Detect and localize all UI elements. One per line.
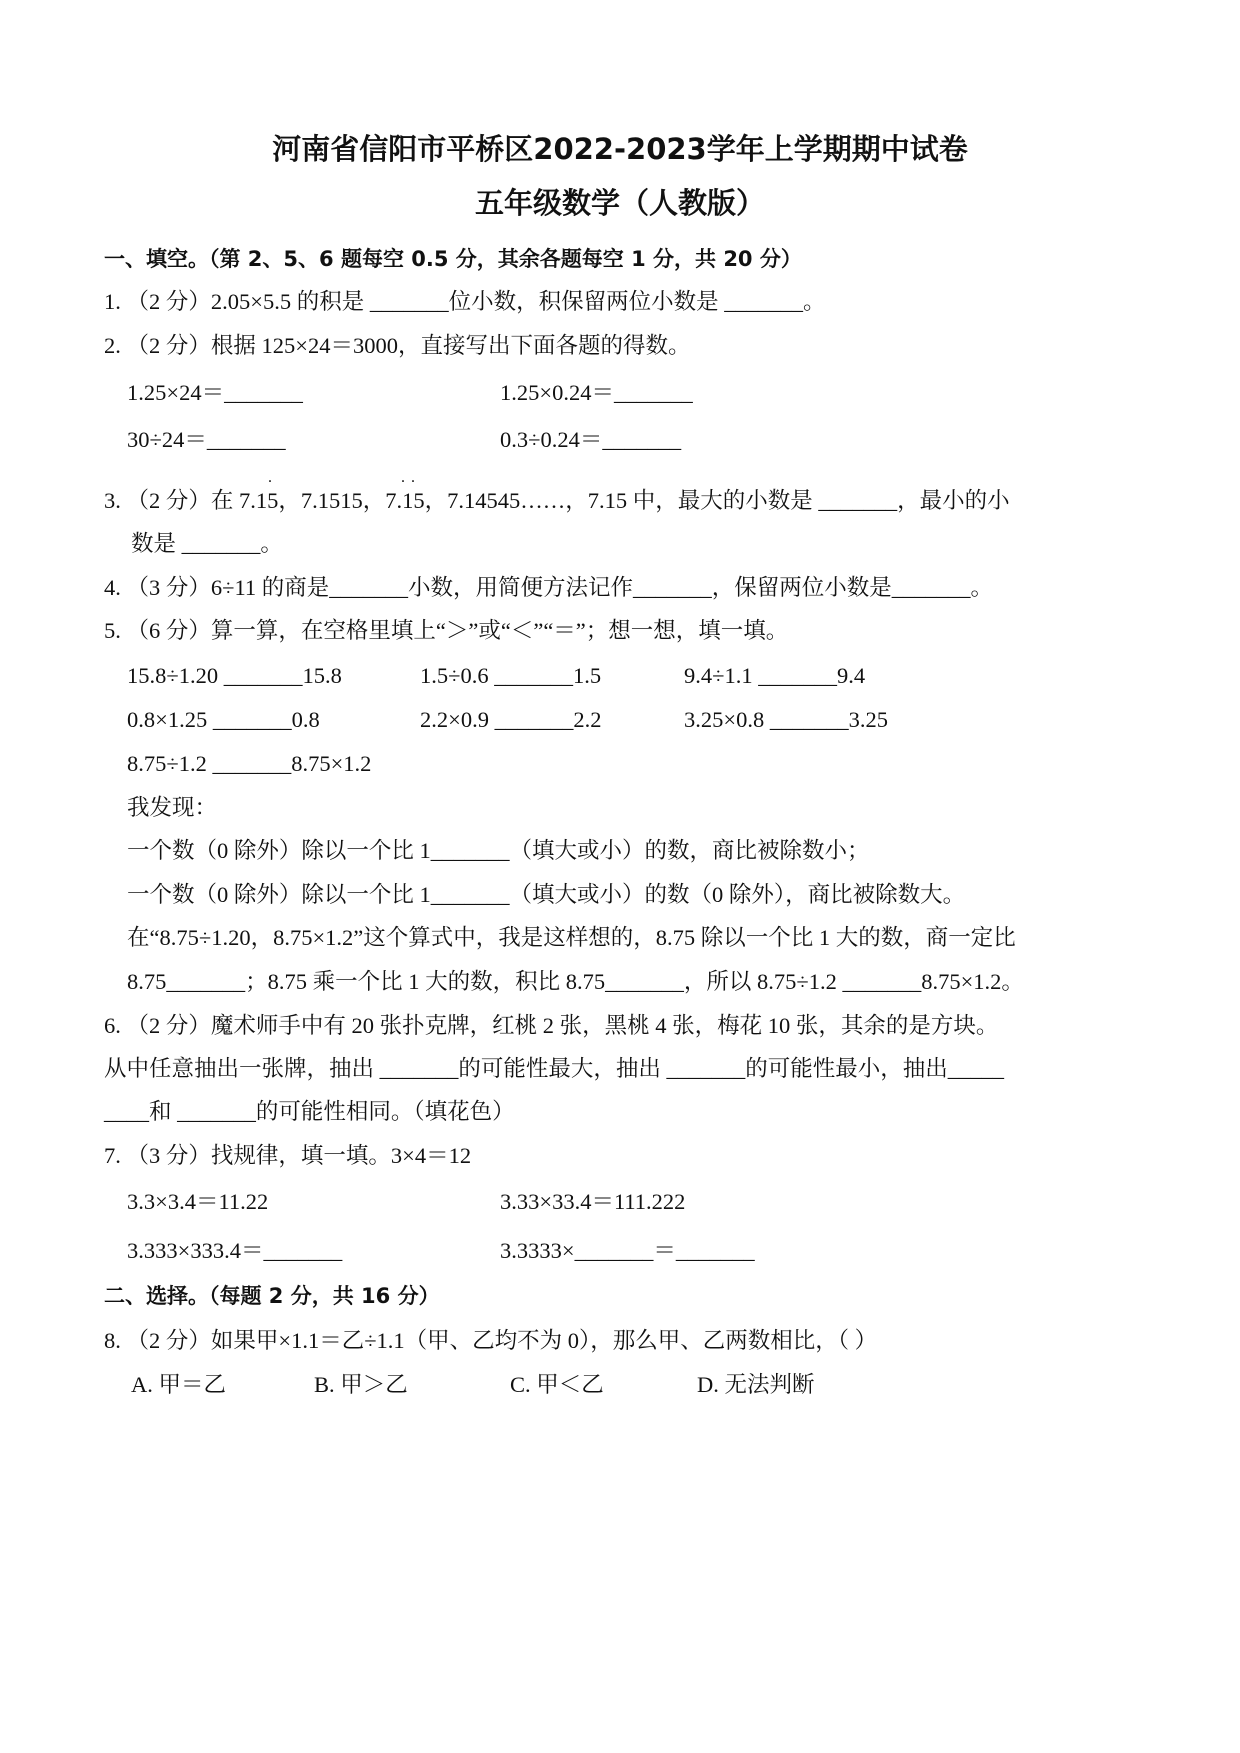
question-8-option-a: A. 甲＝乙 — [131, 1372, 226, 1397]
question-7-item-c: 3.333×333.4＝_______ — [127, 1238, 343, 1263]
question-2: 2. （2 分）根据 125×24＝3000，直接写出下面各题的得数。 — [104, 333, 691, 358]
question-5-compare-item: 3.25×0.8 _______3.25 — [684, 707, 888, 732]
question-4: 4. （3 分）6÷11 的商是_______小数，用简便方法记作_______，保留两位小数是_______。 — [104, 575, 994, 600]
question-5-rule-1: 一个数（0 除外）除以一个比 1_______（填大或小）的数，商比被除数小； — [127, 838, 870, 863]
question-8-option-c: C. 甲＜乙 — [510, 1372, 604, 1397]
question-5-reasoning-line-1: 在“8.75÷1.20，8.75×1.2”这个算式中，我是这样想的，8.75 除以一个比 1 大的数，商一定比 — [127, 925, 1016, 950]
question-7-item-b: 3.33×33.4＝111.222 — [500, 1189, 686, 1214]
question-7-item-a: 3.3×3.4＝11.22 — [127, 1189, 269, 1214]
question-3-line-1: 3. （2 分）在 7.15，7.1515，7.15，7.14545……，7.15 中，最大的小数是 _______，最小的小 — [104, 488, 1010, 513]
question-3-line-2: 数是 _______。 — [131, 531, 283, 556]
exam-subtitle: 五年级数学（人教版） — [474, 186, 765, 220]
question-6-line-2: 从中任意抽出一张牌，抽出 _______的可能性最大，抽出 _______的可能性最小，抽出_____ — [104, 1056, 1005, 1081]
question-8-option-d: D. 无法判断 — [697, 1372, 815, 1397]
question-5-reasoning-line-2: 8.75_______；8.75 乘一个比 1 大的数，积比 8.75_______，所以 8.75÷1.2 _______8.75×1.2。 — [127, 969, 1024, 994]
question-6-line-3: ____和 _______的可能性相同。（填花色） — [104, 1099, 515, 1124]
section-choice-heading: 二、选择。（每题 2 分，共 16 分） — [104, 1284, 440, 1308]
question-7: 7. （3 分）找规律，填一填。3×4＝12 — [104, 1143, 472, 1168]
question-1: 1. （2 分）2.05×5.5 的积是 _______位小数，积保留两位小数是 _______。 — [104, 289, 826, 314]
question-5-compare-item: 8.75÷1.2 _______8.75×1.2 — [127, 751, 372, 776]
question-8-option-b: B. 甲＞乙 — [314, 1372, 408, 1397]
question-5-compare-item: 15.8÷1.20 _______15.8 — [127, 663, 342, 688]
question-2-item-a: 1.25×24＝_______ — [127, 380, 303, 405]
question-5-compare-item: 2.2×0.9 _______2.2 — [420, 707, 602, 732]
section-fill-in-heading: 一、填空。（第 2、5、6 题每空 0.5 分，其余各题每空 1 分，共 20 分） — [104, 247, 802, 271]
repeat-dot-mark: . — [411, 469, 415, 486]
question-6-line-1: 6. （2 分）魔术师手中有 20 张扑克牌，红桃 2 张，黑桃 4 张，梅花 10 张，其余的是方块。 — [104, 1013, 999, 1038]
question-5-compare-item: 1.5÷0.6 _______1.5 — [420, 663, 602, 688]
question-5-compare-item: 0.8×1.25 _______0.8 — [127, 707, 320, 732]
exam-title: 河南省信阳市平桥区2022-2023学年上学期期中试卷 — [272, 132, 968, 166]
repeat-dot-mark: . — [401, 469, 405, 486]
question-2-item-c: 30÷24＝_______ — [127, 427, 286, 452]
question-5: 5. （6 分）算一算，在空格里填上“＞”或“＜”“＝”；想一想，填一填。 — [104, 618, 789, 643]
question-2-item-d: 0.3÷0.24＝_______ — [500, 427, 682, 452]
repeat-dot-mark: . — [268, 469, 272, 486]
question-7-item-d: 3.3333×_______＝_______ — [500, 1238, 755, 1263]
question-5-rule-2: 一个数（0 除外）除以一个比 1_______（填大或小）的数（0 除外），商比被除数大。 — [127, 882, 966, 907]
question-5-discovery-label: 我发现： — [127, 795, 218, 820]
question-8: 8. （2 分）如果甲×1.1＝乙÷1.1（甲、乙均不为 0），那么甲、乙两数相比，（ ） — [104, 1328, 878, 1353]
question-2-item-b: 1.25×0.24＝_______ — [500, 380, 693, 405]
question-5-compare-item: 9.4÷1.1 _______9.4 — [684, 663, 866, 688]
